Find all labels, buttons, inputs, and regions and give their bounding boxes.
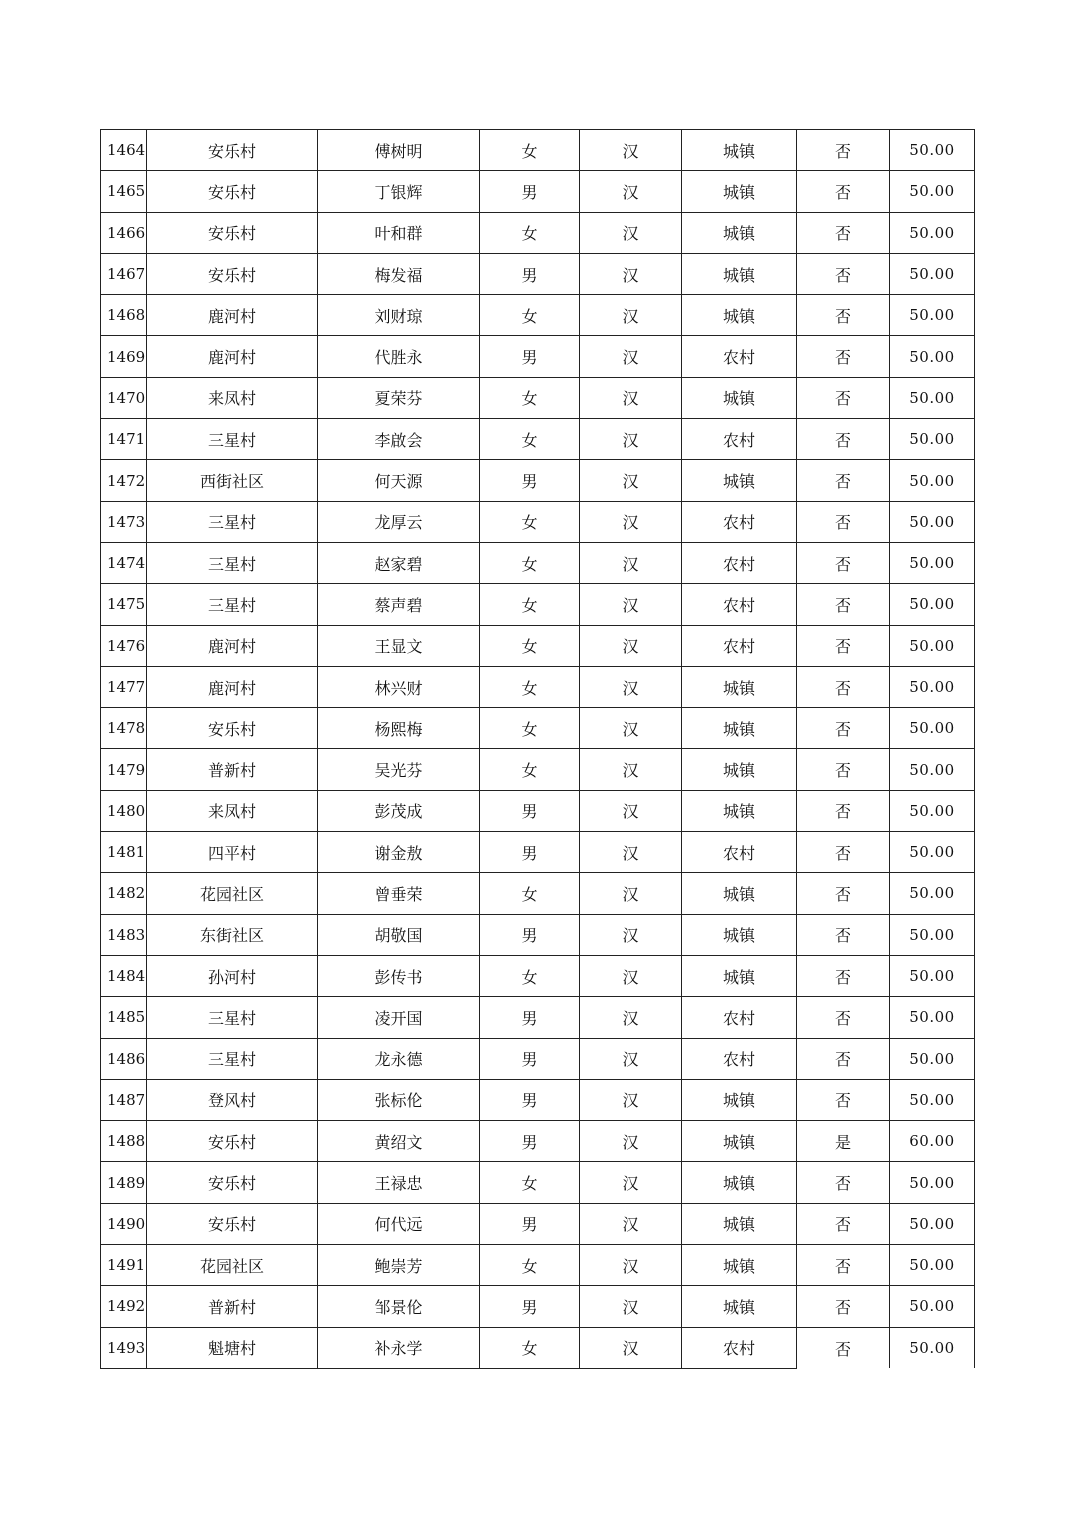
name-cell: 代胜永	[318, 336, 480, 377]
ethnicity-cell: 汉	[580, 295, 682, 336]
ethnicity-cell: 汉	[580, 997, 682, 1038]
flag-cell: 否	[797, 1079, 890, 1120]
name-cell: 曾垂荣	[318, 873, 480, 914]
row-number: 1486	[101, 1038, 147, 1079]
amount-cell: 60.00	[890, 1121, 975, 1162]
table-row	[101, 955, 975, 996]
amount-cell: 50.00	[890, 501, 975, 542]
amount-cell: 50.00	[890, 666, 975, 707]
village-cell: 普新村	[147, 1286, 318, 1327]
gender-cell: 女	[480, 749, 580, 790]
name-cell: 王显文	[318, 625, 480, 666]
residence-type-cell: 城镇	[682, 1203, 797, 1244]
village-cell: 安乐村	[147, 708, 318, 749]
amount-cell: 50.00	[890, 873, 975, 914]
residence-type-cell: 城镇	[682, 873, 797, 914]
row-number: 1477	[101, 666, 147, 707]
ethnicity-cell: 汉	[580, 1327, 682, 1368]
name-cell: 吴光芬	[318, 749, 480, 790]
table-row	[101, 295, 975, 336]
gender-cell: 女	[480, 584, 580, 625]
amount-cell: 50.00	[890, 749, 975, 790]
table-row	[101, 542, 975, 583]
amount-cell: 50.00	[890, 708, 975, 749]
table-row	[101, 336, 975, 377]
table-row	[101, 419, 975, 460]
amount-cell: 50.00	[890, 1286, 975, 1327]
row-number: 1478	[101, 708, 147, 749]
village-cell: 三星村	[147, 997, 318, 1038]
name-cell: 蔡声碧	[318, 584, 480, 625]
name-cell: 杨熙梅	[318, 708, 480, 749]
flag-cell: 是	[797, 1121, 890, 1162]
table-row	[101, 749, 975, 790]
flag-cell: 否	[797, 1327, 890, 1368]
row-number: 1484	[101, 955, 147, 996]
name-cell: 林兴财	[318, 666, 480, 707]
table-row	[101, 377, 975, 418]
village-cell: 鹿河村	[147, 666, 318, 707]
residence-type-cell: 城镇	[682, 212, 797, 253]
ethnicity-cell: 汉	[580, 749, 682, 790]
flag-cell: 否	[797, 295, 890, 336]
residence-type-cell: 农村	[682, 625, 797, 666]
village-cell: 花园社区	[147, 1245, 318, 1286]
residence-type-cell: 城镇	[682, 666, 797, 707]
gender-cell: 女	[480, 295, 580, 336]
ethnicity-cell: 汉	[580, 1038, 682, 1079]
ethnicity-cell: 汉	[580, 873, 682, 914]
residence-type-cell: 城镇	[682, 708, 797, 749]
flag-cell: 否	[797, 997, 890, 1038]
amount-cell: 50.00	[890, 955, 975, 996]
amount-cell: 50.00	[890, 997, 975, 1038]
flag-cell: 否	[797, 1162, 890, 1203]
amount-cell: 50.00	[890, 832, 975, 873]
table-row	[101, 1038, 975, 1079]
residence-type-cell: 城镇	[682, 377, 797, 418]
village-cell: 安乐村	[147, 253, 318, 294]
gender-cell: 男	[480, 1121, 580, 1162]
table-row	[101, 625, 975, 666]
gender-cell: 女	[480, 130, 580, 171]
residence-type-cell: 农村	[682, 336, 797, 377]
gender-cell: 男	[480, 336, 580, 377]
name-cell: 龙永德	[318, 1038, 480, 1079]
amount-cell: 50.00	[890, 171, 975, 212]
flag-cell: 否	[797, 666, 890, 707]
village-cell: 安乐村	[147, 212, 318, 253]
name-cell: 彭茂成	[318, 790, 480, 831]
amount-cell: 50.00	[890, 1327, 975, 1368]
name-cell: 傅树明	[318, 130, 480, 171]
amount-cell: 50.00	[890, 790, 975, 831]
amount-cell: 50.00	[890, 1245, 975, 1286]
village-cell: 安乐村	[147, 1121, 318, 1162]
row-number: 1469	[101, 336, 147, 377]
gender-cell: 女	[480, 1162, 580, 1203]
row-number: 1483	[101, 914, 147, 955]
gender-cell: 女	[480, 377, 580, 418]
village-cell: 来凤村	[147, 790, 318, 831]
residence-type-cell: 农村	[682, 584, 797, 625]
table-row	[101, 130, 975, 171]
gender-cell: 女	[480, 873, 580, 914]
flag-cell: 否	[797, 790, 890, 831]
village-cell: 三星村	[147, 419, 318, 460]
ethnicity-cell: 汉	[580, 955, 682, 996]
flag-cell: 否	[797, 1038, 890, 1079]
ethnicity-cell: 汉	[580, 790, 682, 831]
ethnicity-cell: 汉	[580, 1203, 682, 1244]
flag-cell: 否	[797, 1203, 890, 1244]
village-cell: 安乐村	[147, 171, 318, 212]
table-row	[101, 1286, 975, 1327]
row-number: 1491	[101, 1245, 147, 1286]
residence-type-cell: 城镇	[682, 253, 797, 294]
flag-cell: 否	[797, 955, 890, 996]
residence-type-cell: 城镇	[682, 295, 797, 336]
name-cell: 丁银辉	[318, 171, 480, 212]
ethnicity-cell: 汉	[580, 666, 682, 707]
name-cell: 龙厚云	[318, 501, 480, 542]
row-number: 1472	[101, 460, 147, 501]
table-row	[101, 1121, 975, 1162]
name-cell: 王禄忠	[318, 1162, 480, 1203]
gender-cell: 男	[480, 1079, 580, 1120]
row-number: 1492	[101, 1286, 147, 1327]
name-cell: 刘财琼	[318, 295, 480, 336]
village-cell: 鹿河村	[147, 625, 318, 666]
residence-type-cell: 城镇	[682, 1245, 797, 1286]
flag-cell: 否	[797, 501, 890, 542]
gender-cell: 男	[480, 1203, 580, 1244]
residence-type-cell: 城镇	[682, 955, 797, 996]
gender-cell: 男	[480, 832, 580, 873]
table-row	[101, 873, 975, 914]
flag-cell: 否	[797, 1286, 890, 1327]
village-cell: 花园社区	[147, 873, 318, 914]
amount-cell: 50.00	[890, 1038, 975, 1079]
name-cell: 黄绍文	[318, 1121, 480, 1162]
flag-cell: 否	[797, 460, 890, 501]
ethnicity-cell: 汉	[580, 542, 682, 583]
amount-cell: 50.00	[890, 130, 975, 171]
table-row	[101, 1245, 975, 1286]
ethnicity-cell: 汉	[580, 1162, 682, 1203]
amount-cell: 50.00	[890, 625, 975, 666]
row-number: 1468	[101, 295, 147, 336]
amount-cell: 50.00	[890, 419, 975, 460]
village-cell: 安乐村	[147, 1162, 318, 1203]
amount-cell: 50.00	[890, 253, 975, 294]
row-number: 1493	[101, 1327, 147, 1368]
name-cell: 梅发福	[318, 253, 480, 294]
village-cell: 来凤村	[147, 377, 318, 418]
flag-cell: 否	[797, 873, 890, 914]
row-number: 1482	[101, 873, 147, 914]
ethnicity-cell: 汉	[580, 253, 682, 294]
village-cell: 安乐村	[147, 1203, 318, 1244]
gender-cell: 女	[480, 1245, 580, 1286]
table-row	[101, 1327, 975, 1368]
ethnicity-cell: 汉	[580, 832, 682, 873]
village-cell: 三星村	[147, 1038, 318, 1079]
row-number: 1467	[101, 253, 147, 294]
name-cell: 邹景伦	[318, 1286, 480, 1327]
table-row	[101, 460, 975, 501]
residence-type-cell: 城镇	[682, 171, 797, 212]
ethnicity-cell: 汉	[580, 460, 682, 501]
ethnicity-cell: 汉	[580, 625, 682, 666]
ethnicity-cell: 汉	[580, 419, 682, 460]
gender-cell: 男	[480, 1038, 580, 1079]
village-cell: 三星村	[147, 542, 318, 583]
village-cell: 鹿河村	[147, 336, 318, 377]
gender-cell: 男	[480, 171, 580, 212]
row-number: 1476	[101, 625, 147, 666]
gender-cell: 女	[480, 419, 580, 460]
table-row	[101, 914, 975, 955]
residence-type-cell: 农村	[682, 1327, 797, 1368]
name-cell: 鲍崇芳	[318, 1245, 480, 1286]
village-cell: 三星村	[147, 501, 318, 542]
amount-cell: 50.00	[890, 914, 975, 955]
table-row	[101, 1203, 975, 1244]
amount-cell: 50.00	[890, 377, 975, 418]
gender-cell: 女	[480, 542, 580, 583]
flag-cell: 否	[797, 419, 890, 460]
amount-cell: 50.00	[890, 336, 975, 377]
residence-type-cell: 城镇	[682, 1162, 797, 1203]
gender-cell: 女	[480, 955, 580, 996]
row-number: 1470	[101, 377, 147, 418]
ethnicity-cell: 汉	[580, 914, 682, 955]
table-row	[101, 790, 975, 831]
residence-type-cell: 城镇	[682, 1286, 797, 1327]
gender-cell: 男	[480, 790, 580, 831]
gender-cell: 男	[480, 253, 580, 294]
name-cell: 赵家碧	[318, 542, 480, 583]
flag-cell: 否	[797, 749, 890, 790]
residence-type-cell: 农村	[682, 419, 797, 460]
table-row	[101, 997, 975, 1038]
amount-cell: 50.00	[890, 1079, 975, 1120]
row-number: 1480	[101, 790, 147, 831]
flag-cell: 否	[797, 377, 890, 418]
table-body	[101, 130, 975, 1369]
flag-cell: 否	[797, 832, 890, 873]
ethnicity-cell: 汉	[580, 1286, 682, 1327]
residence-type-cell: 城镇	[682, 130, 797, 171]
table-row	[101, 501, 975, 542]
name-cell: 张标伦	[318, 1079, 480, 1120]
row-number: 1485	[101, 997, 147, 1038]
ethnicity-cell: 汉	[580, 1245, 682, 1286]
ethnicity-cell: 汉	[580, 708, 682, 749]
village-cell: 安乐村	[147, 130, 318, 171]
row-number: 1465	[101, 171, 147, 212]
table-row	[101, 1079, 975, 1120]
gender-cell: 女	[480, 708, 580, 749]
row-number: 1464	[101, 130, 147, 171]
table-row	[101, 708, 975, 749]
residence-type-cell: 城镇	[682, 460, 797, 501]
residence-type-cell: 农村	[682, 1038, 797, 1079]
ethnicity-cell: 汉	[580, 336, 682, 377]
flag-cell: 否	[797, 212, 890, 253]
name-cell: 胡敬国	[318, 914, 480, 955]
gender-cell: 男	[480, 460, 580, 501]
amount-cell: 50.00	[890, 584, 975, 625]
amount-cell: 50.00	[890, 1162, 975, 1203]
name-cell: 叶和群	[318, 212, 480, 253]
amount-cell: 50.00	[890, 212, 975, 253]
flag-cell: 否	[797, 625, 890, 666]
flag-cell: 否	[797, 130, 890, 171]
gender-cell: 女	[480, 666, 580, 707]
name-cell: 夏荣芬	[318, 377, 480, 418]
row-number: 1475	[101, 584, 147, 625]
amount-cell: 50.00	[890, 460, 975, 501]
name-cell: 彭传书	[318, 955, 480, 996]
residence-type-cell: 城镇	[682, 790, 797, 831]
row-number: 1474	[101, 542, 147, 583]
row-number: 1487	[101, 1079, 147, 1120]
flag-cell: 否	[797, 584, 890, 625]
ethnicity-cell: 汉	[580, 1079, 682, 1120]
amount-cell: 50.00	[890, 1203, 975, 1244]
flag-cell: 否	[797, 1245, 890, 1286]
village-cell: 四平村	[147, 832, 318, 873]
residence-type-cell: 农村	[682, 997, 797, 1038]
flag-cell: 否	[797, 914, 890, 955]
residence-type-cell: 农村	[682, 832, 797, 873]
gender-cell: 男	[480, 997, 580, 1038]
gender-cell: 女	[480, 212, 580, 253]
table-row	[101, 212, 975, 253]
village-cell: 魁塘村	[147, 1327, 318, 1368]
flag-cell: 否	[797, 336, 890, 377]
row-number: 1473	[101, 501, 147, 542]
ethnicity-cell: 汉	[580, 171, 682, 212]
village-cell: 东街社区	[147, 914, 318, 955]
row-number: 1490	[101, 1203, 147, 1244]
document-page	[100, 129, 974, 1369]
village-cell: 孙河村	[147, 955, 318, 996]
residence-type-cell: 城镇	[682, 1121, 797, 1162]
ethnicity-cell: 汉	[580, 130, 682, 171]
residence-type-cell: 农村	[682, 501, 797, 542]
gender-cell: 男	[480, 1286, 580, 1327]
name-cell: 何代远	[318, 1203, 480, 1244]
ethnicity-cell: 汉	[580, 377, 682, 418]
name-cell: 谢金敖	[318, 832, 480, 873]
row-number: 1466	[101, 212, 147, 253]
gender-cell: 女	[480, 625, 580, 666]
name-cell: 凌开国	[318, 997, 480, 1038]
row-number: 1471	[101, 419, 147, 460]
amount-cell: 50.00	[890, 295, 975, 336]
name-cell: 何天源	[318, 460, 480, 501]
name-cell: 李啟会	[318, 419, 480, 460]
flag-cell: 否	[797, 171, 890, 212]
table-row	[101, 666, 975, 707]
residence-type-cell: 城镇	[682, 1079, 797, 1120]
table-row	[101, 253, 975, 294]
row-number: 1481	[101, 832, 147, 873]
ethnicity-cell: 汉	[580, 212, 682, 253]
gender-cell: 女	[480, 501, 580, 542]
name-cell: 补永学	[318, 1327, 480, 1368]
ethnicity-cell: 汉	[580, 584, 682, 625]
village-cell: 西街社区	[147, 460, 318, 501]
table-row	[101, 171, 975, 212]
residence-type-cell: 农村	[682, 542, 797, 583]
ethnicity-cell: 汉	[580, 1121, 682, 1162]
row-number: 1488	[101, 1121, 147, 1162]
flag-cell: 否	[797, 708, 890, 749]
ethnicity-cell: 汉	[580, 501, 682, 542]
flag-cell: 否	[797, 542, 890, 583]
table-row	[101, 832, 975, 873]
village-cell: 普新村	[147, 749, 318, 790]
village-cell: 三星村	[147, 584, 318, 625]
table-row	[101, 584, 975, 625]
residence-type-cell: 城镇	[682, 914, 797, 955]
roster-table	[100, 129, 975, 1369]
row-number: 1479	[101, 749, 147, 790]
flag-cell: 否	[797, 253, 890, 294]
village-cell: 登风村	[147, 1079, 318, 1120]
amount-cell: 50.00	[890, 542, 975, 583]
village-cell: 鹿河村	[147, 295, 318, 336]
table-row	[101, 1162, 975, 1203]
gender-cell: 男	[480, 914, 580, 955]
residence-type-cell: 城镇	[682, 749, 797, 790]
gender-cell: 女	[480, 1327, 580, 1368]
row-number: 1489	[101, 1162, 147, 1203]
